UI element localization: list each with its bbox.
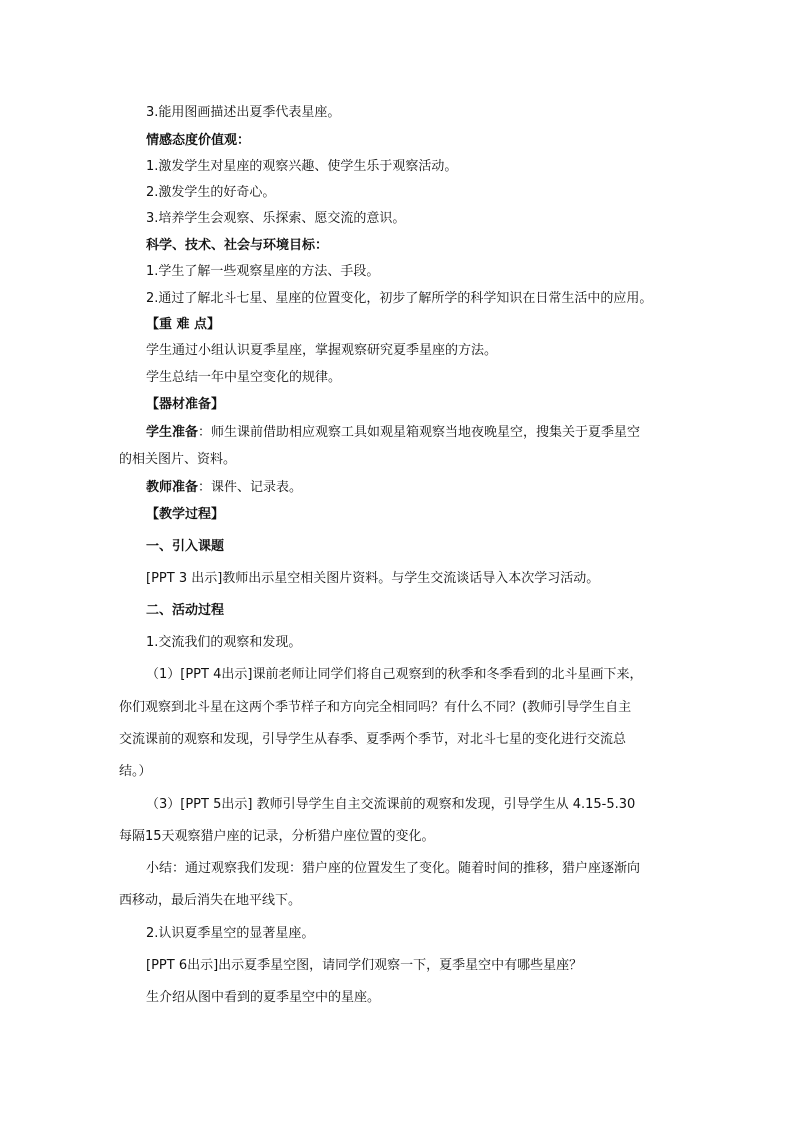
science-item-2: 2.通过了解北斗七星、星座的位置变化，初步了解所学的科学知识在日常生活中的应用。 [146, 291, 653, 306]
activity-ppt4-line-2: 你们观察到北斗星在这两个季节样子和方向完全相同吗？有什么不同？(教师引导学生自主 [119, 700, 632, 715]
student-prep-line [146, 424, 640, 442]
student-prep-text: ：师生课前借助相应观察工具如观星箱观察当地夜晚星空，搜集关于夏季星空 [198, 425, 641, 440]
teacher-prep-line [146, 479, 302, 497]
activity-ppt6: [PPT 6出示]出示夏季星空图，请同学们观察一下，夏季星空中有哪些星座？ [146, 958, 583, 973]
section-heading-emotion: 情感态度价值观： [146, 133, 251, 148]
activity-ppt5-line-2: 每隔15天观察猎户座的记录，分析猎户座位置的变化。 [119, 829, 435, 844]
student-prep-continuation: 的相关图片、资料。 [119, 452, 237, 467]
summary-line-2: 西移动，最后消失在地平线下。 [119, 893, 302, 908]
student-prep-label: 学生准备 [146, 425, 199, 440]
emotion-item-2: 2.激发学生的好奇心。 [146, 185, 276, 200]
part-heading-activity: 二、活动过程 [146, 603, 225, 618]
emotion-item-3: 3.培养学生会观察、乐探索、愿交流的意识。 [146, 211, 406, 226]
section-heading-science: 科学、技术、社会与环境目标： [146, 238, 329, 253]
teacher-prep-label: 教师准备 [146, 480, 199, 495]
objective-line-3: 3.能用图画描述出夏季代表星座。 [146, 105, 341, 120]
emotion-item-1: 1.激发学生对星座的观察兴趣、使学生乐于观察活动。 [146, 159, 458, 174]
teacher-prep-text: ：课件、记录表。 [198, 480, 303, 495]
key-point-1: 学生通过小组认识夏季星座，掌握观察研究夏季星座的方法。 [146, 343, 498, 358]
student-introduction: 生介绍从图中看到的夏季星空中的星座。 [146, 990, 381, 1005]
summary-line-1: 小结：通过观察我们发现：猎户座的位置发生了变化。随着时间的推移，猎户座逐渐向 [146, 861, 641, 876]
section-heading-materials: 【器材准备】 [146, 397, 225, 412]
part-heading-intro: 一、引入课题 [146, 539, 225, 554]
science-item-1: 1.学生了解一些观察星座的方法、手段。 [146, 264, 380, 279]
activity-ppt4-line-1: （1）[PPT 4出示]课前老师让同学们将自己观察到的秋季和冬季看到的北斗星画下来， [146, 667, 643, 682]
activity-ppt4-line-3: 交流课前的观察和发现，引导学生从春季、夏季两个季节，对北斗七星的变化进行交流总 [119, 732, 627, 747]
activity-step-1: 1.交流我们的观察和发现。 [146, 635, 302, 650]
activity-step-2: 2.认识夏季星空的显著星座。 [146, 926, 315, 941]
key-point-2: 学生总结一年中星空变化的规律。 [146, 370, 342, 385]
activity-ppt4-line-4: 结。） [119, 764, 152, 779]
intro-ppt3: [PPT 3 出示]教师出示星空相关图片资料。与学生交流谈话导入本次学习活动。 [146, 571, 600, 586]
section-heading-key-points: 【重 难 点】 [146, 317, 221, 332]
section-heading-process: 【教学过程】 [146, 507, 225, 522]
activity-ppt5-line-1: （3）[PPT 5出示] 教师引导学生自主交流课前的观察和发现，引导学生从 4.15-5.30 [146, 797, 636, 812]
